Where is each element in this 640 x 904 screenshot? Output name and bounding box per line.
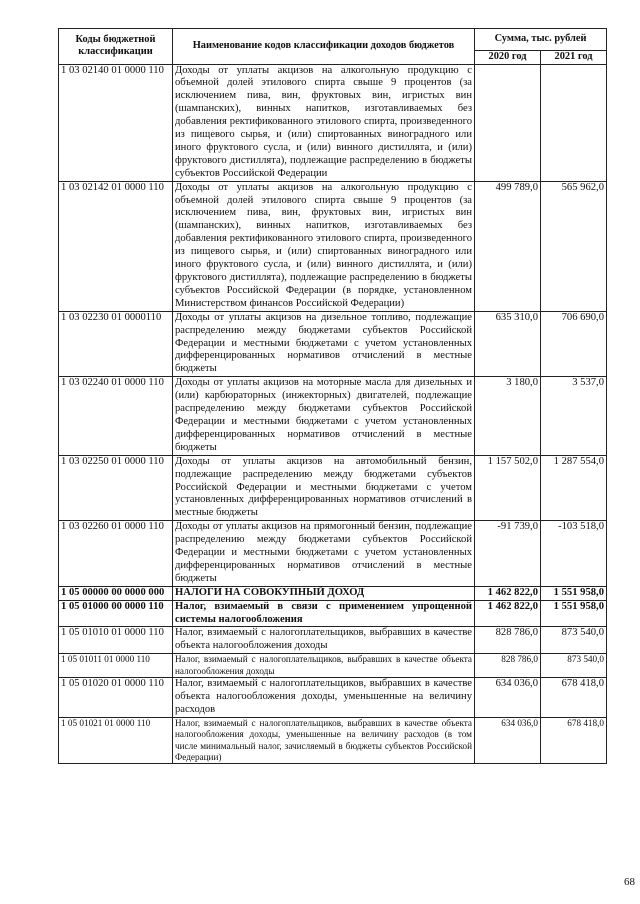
amount-2020-cell: -91 739,0	[475, 521, 541, 587]
amount-2020-cell: 499 789,0	[475, 181, 541, 311]
amount-2020-cell: 1 462 822,0	[475, 586, 541, 600]
table-row	[59, 586, 607, 600]
header-name-column: Наименование кодов классификации доходов бюджетов	[173, 29, 475, 65]
income-name-cell: Налог, взимаемый с налогоплательщиков, выбравших в качестве объекта налогообложения доходы, уменьшенные на величину расходов (в том числе минимальный налог, зачисляемый в бюджеты субъектов Российской Федерации)	[173, 717, 475, 764]
table-body	[59, 64, 607, 764]
amount-2021-cell: 873 540,0	[541, 654, 607, 678]
table-row	[59, 521, 607, 587]
income-name-cell: Доходы от уплаты акцизов на прямогонный бензин, подлежащие распределению между бюджетами субъектов Российской Федерации и местными бюджетами с учетом установленных дифференцированных нормативов отчислений в местные бюджеты	[173, 521, 475, 587]
amount-2020-cell: 828 786,0	[475, 627, 541, 654]
income-name-cell: Доходы от уплаты акцизов на алкогольную продукцию с объемной долей этилового спирта свыше 9 процентов (за исключением пива, вин, фруктовых вин, игристых вин (шампанских), винных напитков, изготавливаемых без добавления ректификованного этилового спирта, произведенного из пищевого сырья, и (или) спиртованных виноградного или иного фруктового сусла, и (или) винного дистиллята, и (или) фруктового дистиллята), подлежащие распределению в бюджеты субъектов Российской Федерации (в порядке, установленном Министерством финансов Российской Федерации)	[173, 181, 475, 311]
amount-2021-cell: 678 418,0	[541, 717, 607, 764]
amount-2020-cell	[475, 64, 541, 181]
budget-income-table	[58, 28, 607, 764]
income-name-cell: Доходы от уплаты акцизов на дизельное топливо, подлежащие распределению между бюджетами субъектов Российской Федерации и местными бюджетами с учетом установленных дифференцированных нормативов отчислений в местные бюджеты	[173, 311, 475, 377]
table-row	[59, 627, 607, 654]
amount-2020-cell: 1 462 822,0	[475, 600, 541, 627]
income-name-cell: Налог, взимаемый с налогоплательщиков, выбравших в качестве объекта налогообложения доходы	[173, 627, 475, 654]
amount-2020-cell: 634 036,0	[475, 678, 541, 718]
income-name-cell: Доходы от уплаты акцизов на автомобильный бензин, подлежащие распределению между бюджетами субъектов Российской Федерации и местными бюджетами с учетом установленных дифференцированных нормативов отчислений в местные бюджеты	[173, 455, 475, 521]
table-row	[59, 654, 607, 678]
header-sum-column: Сумма, тыс. рублей	[475, 29, 607, 51]
income-name-cell: Доходы от уплаты акцизов на алкогольную продукцию с объемной долей этилового спирта свыше 9 процентов (за исключением пива, вин, фруктовых вин, игристых вин (шампанских), винных напитков, изготавливаемых без добавления ректификованного этилового спирта, произведенного из пищевого сырья, и (или) спиртованных виноградного или иного фруктового сусла, и (или) винного дистиллята, и (или) фруктового дистиллята), подлежащие распределению в бюджеты субъектов Российской Федерации	[173, 64, 475, 181]
income-name-cell: Налог, взимаемый в связи с применением упрощенной системы налогообложения	[173, 600, 475, 627]
amount-2021-cell	[541, 64, 607, 181]
amount-2021-cell: 706 690,0	[541, 311, 607, 377]
budget-code-cell: 1 03 02240 01 0000 110	[59, 377, 173, 455]
table-row	[59, 455, 607, 521]
amount-2020-cell: 828 786,0	[475, 654, 541, 678]
amount-2021-cell: 678 418,0	[541, 678, 607, 718]
table-row	[59, 678, 607, 718]
budget-page	[58, 28, 635, 888]
table-row	[59, 377, 607, 455]
budget-code-cell: 1 05 01021 01 0000 110	[59, 717, 173, 764]
budget-code-cell: 1 03 02250 01 0000 110	[59, 455, 173, 521]
income-name-cell: Налог, взимаемый с налогоплательщиков, выбравших в качестве объекта налогообложения доходы, уменьшенные на величину расходов	[173, 678, 475, 718]
table-row	[59, 181, 607, 311]
budget-code-cell: 1 05 01000 00 0000 110	[59, 600, 173, 627]
income-name-cell: НАЛОГИ НА СОВОКУПНЫЙ ДОХОД	[173, 586, 475, 600]
amount-2021-cell: 3 537,0	[541, 377, 607, 455]
table-row	[59, 64, 607, 181]
budget-code-cell: 1 05 01010 01 0000 110	[59, 627, 173, 654]
table-row	[59, 311, 607, 377]
amount-2020-cell: 635 310,0	[475, 311, 541, 377]
budget-code-cell: 1 05 00000 00 0000 000	[59, 586, 173, 600]
budget-code-cell: 1 03 02140 01 0000 110	[59, 64, 173, 181]
amount-2021-cell: 565 962,0	[541, 181, 607, 311]
budget-code-cell: 1 03 02260 01 0000 110	[59, 521, 173, 587]
amount-2021-cell: 1 551 958,0	[541, 586, 607, 600]
amount-2021-cell: 1 287 554,0	[541, 455, 607, 521]
amount-2021-cell: -103 518,0	[541, 521, 607, 587]
table-row	[59, 600, 607, 627]
amount-2020-cell: 1 157 502,0	[475, 455, 541, 521]
header-year-2020: 2020 год	[475, 51, 541, 65]
budget-code-cell: 1 03 02230 01 0000110	[59, 311, 173, 377]
amount-2021-cell: 1 551 958,0	[541, 600, 607, 627]
page-number: 68	[624, 876, 635, 888]
income-name-cell: Доходы от уплаты акцизов на моторные масла для дизельных и (или) карбюраторных (инжекторных) двигателей, подлежащие распределению между бюджетами субъектов Российской Федерации и местными бюджетами с учетом установленных дифференцированных нормативов отчислений в местные бюджеты	[173, 377, 475, 455]
income-name-cell: Налог, взимаемый с налогоплательщиков, выбравших в качестве объекта налогообложения доходы	[173, 654, 475, 678]
table-header	[59, 29, 607, 65]
header-code-column: Коды бюджетной классификации	[59, 29, 173, 65]
table-row	[59, 717, 607, 764]
header-year-2021: 2021 год	[541, 51, 607, 65]
amount-2020-cell: 634 036,0	[475, 717, 541, 764]
budget-code-cell: 1 05 01011 01 0000 110	[59, 654, 173, 678]
budget-code-cell: 1 05 01020 01 0000 110	[59, 678, 173, 718]
budget-code-cell: 1 03 02142 01 0000 110	[59, 181, 173, 311]
amount-2020-cell: 3 180,0	[475, 377, 541, 455]
amount-2021-cell: 873 540,0	[541, 627, 607, 654]
